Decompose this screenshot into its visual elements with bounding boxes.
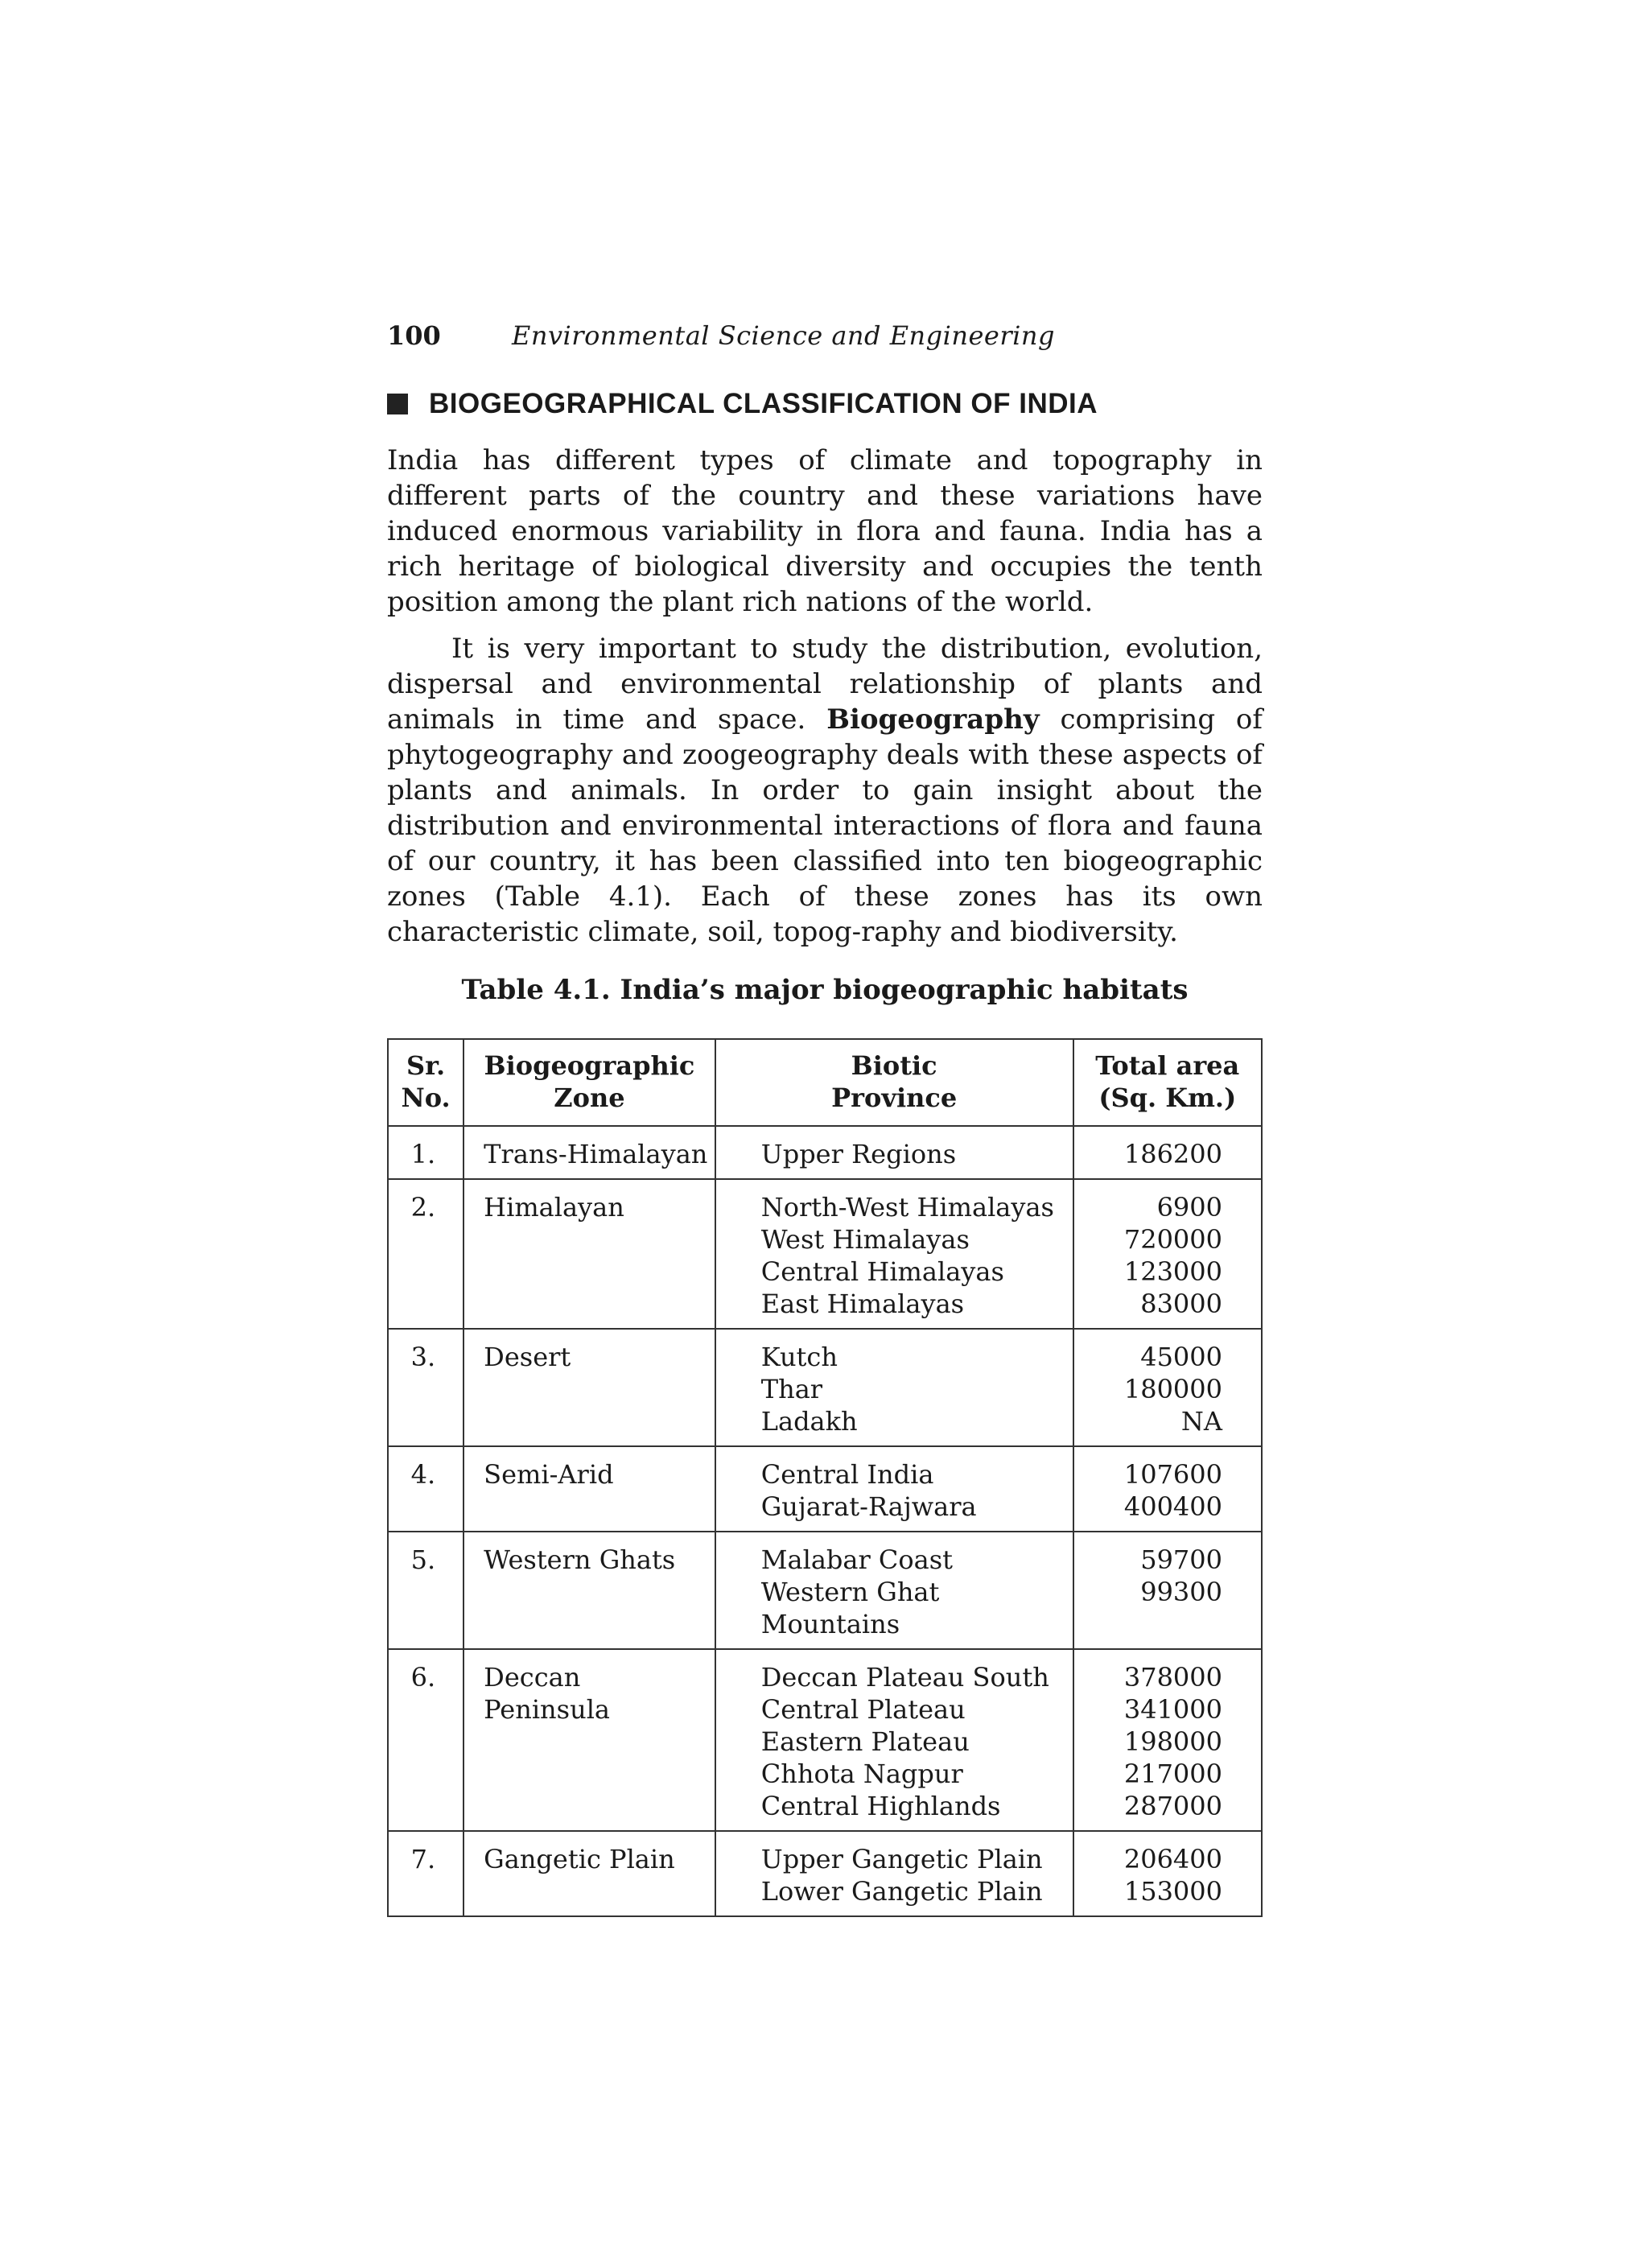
area-value: 186200 [1123, 1139, 1222, 1169]
table-row [388, 1446, 1262, 1532]
province-name: Central Plateau [760, 1694, 966, 1725]
area-value: 107600 [1123, 1459, 1222, 1490]
area-value: 45000 [1140, 1342, 1222, 1372]
header-biotic-province: Biotic Province [715, 1039, 1073, 1126]
paragraph-text-rest: comprising of phytogeography and zoogeography deals with these aspects of plants and animals. In order to gain insight about the distribution and environmental interactions of flora and fauna of our country, it has been classified into ten biogeographic zones (Table 4.1). Each of these zones has its own characteristic climate, soil, topog-raphy and biodiversity. [387, 703, 1263, 948]
cell-sr-no: 4. [388, 1446, 464, 1532]
table-row [388, 1649, 1262, 1831]
area-value: 83000 [1140, 1289, 1222, 1319]
cell-areas [1073, 1126, 1262, 1179]
area-value: 59700 [1140, 1544, 1222, 1575]
area-value: NA [1180, 1406, 1222, 1437]
cell-areas [1073, 1831, 1262, 1916]
cell-sr-no: 6. [388, 1649, 464, 1831]
cell-zone: Desert [464, 1329, 715, 1446]
area-value: 198000 [1123, 1726, 1222, 1757]
province-name: Malabar Coast [760, 1544, 954, 1575]
province-name: Lower Gangetic Plain [760, 1876, 1043, 1907]
area-value: 153000 [1123, 1876, 1222, 1907]
area-value: 180000 [1123, 1374, 1222, 1404]
cell-areas [1073, 1532, 1262, 1649]
book-title: Environmental Science and Engineering [512, 320, 1055, 351]
table-body [388, 1126, 1262, 1916]
province-name: West Himalayas [760, 1224, 970, 1255]
area-value: 99300 [1140, 1577, 1222, 1607]
cell-provinces [715, 1532, 1073, 1649]
province-name: Chhota Nagpur [760, 1759, 963, 1789]
province-name: Eastern Plateau [760, 1726, 970, 1757]
province-name: Western Ghat Mountains [760, 1577, 940, 1639]
table-caption: Table 4.1. India’s major biogeographic habitats [461, 974, 1189, 1006]
page-number: 100 [387, 320, 441, 351]
cell-provinces [715, 1126, 1073, 1179]
cell-zone: Western Ghats [464, 1532, 715, 1649]
header-biogeographic-zone: Biogeographic Zone [464, 1039, 715, 1126]
area-value: 720000 [1123, 1224, 1222, 1255]
table-row [388, 1532, 1262, 1649]
area-value: 341000 [1123, 1694, 1222, 1725]
table-header-row [388, 1039, 1262, 1126]
paragraph-biogeography [387, 631, 1263, 950]
province-name: Gujarat-Rajwara [760, 1491, 977, 1522]
area-value: 287000 [1123, 1791, 1222, 1821]
cell-zone: Gangetic Plain [464, 1831, 715, 1916]
cell-provinces [715, 1649, 1073, 1831]
paragraph-text-start: It is very important to study the distribution, evolution, dispersal and environmental relationship of plants and animals in time and space. [387, 633, 1263, 736]
cell-provinces [715, 1329, 1073, 1446]
province-name: Deccan Plateau South [760, 1662, 1049, 1693]
cell-sr-no: 5. [388, 1532, 464, 1649]
cell-areas [1073, 1179, 1262, 1329]
cell-zone: Semi-Arid [464, 1446, 715, 1532]
province-name: Central Himalayas [760, 1256, 1004, 1287]
cell-sr-no: 3. [388, 1329, 464, 1446]
area-value: 378000 [1123, 1662, 1222, 1693]
term-biogeography: Biogeography [826, 703, 1040, 736]
province-name: Ladakh [760, 1406, 858, 1437]
cell-zone: Deccan Peninsula [464, 1649, 715, 1831]
province-name: Thar [760, 1374, 823, 1404]
biogeographic-habitats-table [387, 1038, 1263, 1917]
cell-sr-no: 2. [388, 1179, 464, 1329]
cell-zone: Trans-Himalayan [464, 1126, 715, 1179]
section-heading-text: BIOGEOGRAPHICAL CLASSIFICATION OF INDIA [429, 388, 1098, 419]
square-bullet-icon [387, 394, 408, 414]
section-heading [387, 385, 1263, 423]
table-row [388, 1329, 1262, 1446]
area-value: 123000 [1123, 1256, 1222, 1287]
running-head [387, 320, 1263, 361]
cell-sr-no: 1. [388, 1126, 464, 1179]
province-name: Upper Gangetic Plain [760, 1844, 1043, 1874]
area-value: 400400 [1123, 1491, 1222, 1522]
header-sr-no: Sr. No. [388, 1039, 464, 1126]
cell-sr-no: 7. [388, 1831, 464, 1916]
area-value: 206400 [1123, 1844, 1222, 1874]
cell-provinces [715, 1179, 1073, 1329]
area-value: 6900 [1156, 1192, 1222, 1223]
paragraph-intro: India has different types of climate and topography in different parts of the country and these variations have induced enormous variability in flora and fauna. India has a rich heritage of biological diversity and occupies the tenth position among the plant rich nations of the world. [387, 444, 1263, 618]
table-row [388, 1179, 1262, 1329]
province-name: Kutch [760, 1342, 838, 1372]
cell-provinces [715, 1831, 1073, 1916]
cell-provinces [715, 1446, 1073, 1532]
province-name: Central India [760, 1459, 934, 1490]
province-name: East Himalayas [760, 1289, 965, 1319]
cell-zone: Himalayan [464, 1179, 715, 1329]
cell-areas [1073, 1649, 1262, 1831]
province-name: Upper Regions [760, 1139, 957, 1169]
book-page [387, 320, 1263, 1917]
cell-areas [1073, 1446, 1262, 1532]
province-name: North-West Himalayas [760, 1192, 1054, 1223]
table-row [388, 1126, 1262, 1179]
header-total-area: Total area (Sq. Km.) [1073, 1039, 1262, 1126]
province-name: Central Highlands [760, 1791, 1001, 1821]
table-row [388, 1831, 1262, 1916]
cell-areas [1073, 1329, 1262, 1446]
area-value: 217000 [1123, 1759, 1222, 1789]
